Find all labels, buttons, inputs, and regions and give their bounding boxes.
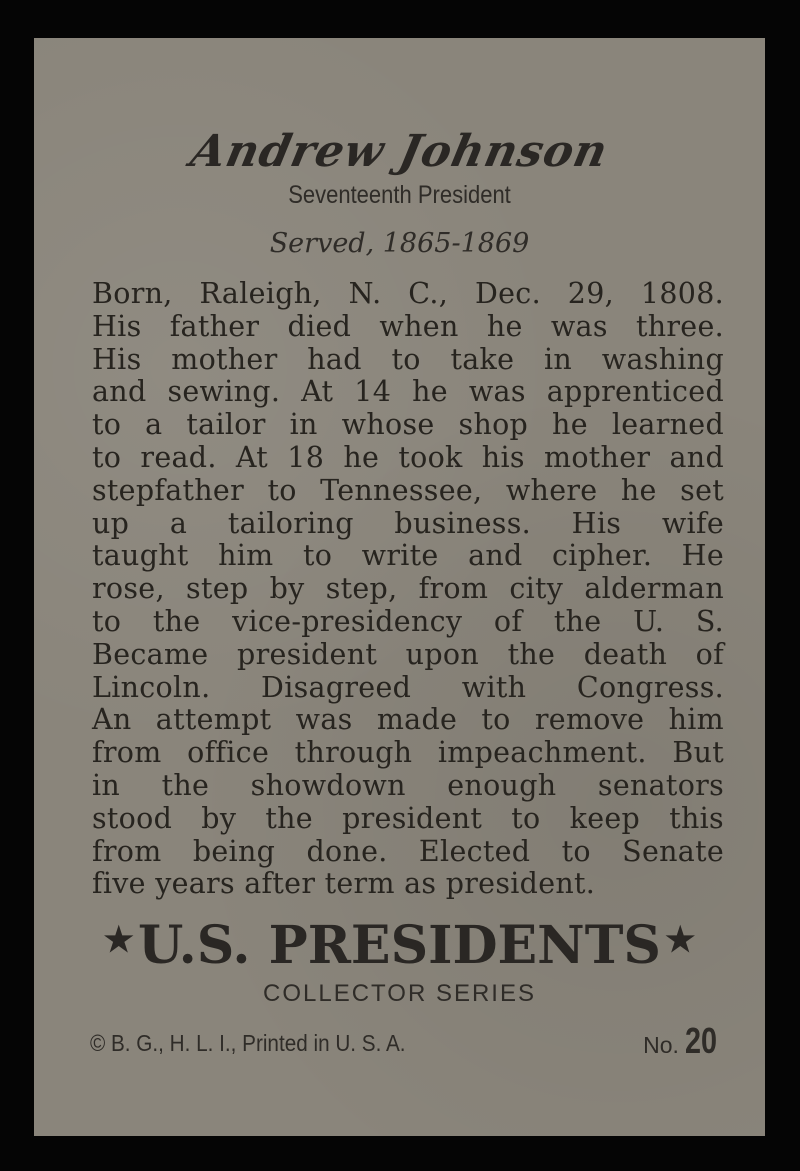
card-number: [643, 1020, 725, 1062]
bio-line: in the showdown enough senators: [92, 768, 724, 802]
series-title: [34, 915, 765, 976]
bio-line: to the vice-presidency of the U. S.: [92, 604, 724, 638]
bio-line: An attempt was made to remove him: [92, 703, 724, 737]
bio-line: Lincoln. Disagreed with Congress.: [92, 670, 724, 704]
bio-line: and sewing. At 14 he was apprenticed: [92, 375, 724, 409]
bio-line: Born, Raleigh, N. C., Dec. 29, 1808.: [92, 277, 724, 310]
subtitle: Seventeenth President: [288, 181, 511, 209]
bio-line: rose, step by step, from city alderman: [92, 572, 724, 606]
series-title-text: U.S. PRESIDENTS: [138, 915, 661, 976]
collector-series: COLLECTOR SERIES: [263, 980, 536, 1007]
bio-line: from office through impeachment. But: [92, 736, 724, 770]
trading-card-back: [34, 38, 765, 1136]
bio-line: to a tailor in whose shop he learned: [92, 408, 724, 442]
bio-line: stood by the president to keep this: [92, 801, 724, 835]
biography: [92, 278, 724, 901]
bio-line: up a tailoring business. His wife: [92, 506, 724, 540]
star-icon: ★: [664, 920, 696, 960]
bio-line: Became president upon the death of: [92, 637, 724, 671]
card-number-label: No.: [643, 1032, 679, 1058]
bio-line: from being done. Elected to Senate: [92, 834, 724, 868]
signature: Andrew Johnson: [186, 126, 613, 177]
bio-line: taught him to write and cipher. He: [92, 539, 724, 573]
bio-line: five years after term as president.: [92, 867, 596, 901]
copyright-line: © B. G., H. L. I., Printed in U. S. A.: [90, 1030, 406, 1056]
bio-line: His mother had to take in washing: [92, 342, 724, 376]
bio-line: His father died when he was three.: [92, 309, 724, 343]
bio-line: stepfather to Tennessee, where he set: [92, 473, 724, 507]
bio-line: to read. At 18 he took his mother and: [92, 440, 724, 474]
card-number-value: 20: [684, 1020, 717, 1061]
star-icon: ★: [103, 920, 135, 960]
served-years: Served, 1865-1869: [269, 228, 530, 259]
